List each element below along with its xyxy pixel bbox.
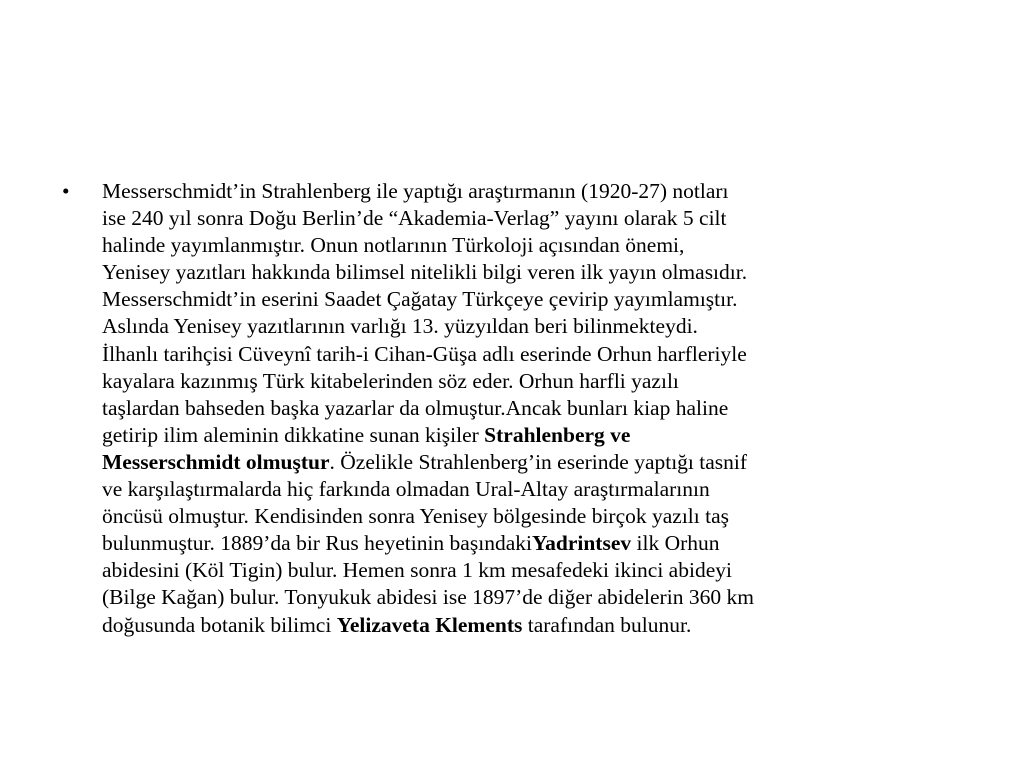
text-line [102, 259, 972, 286]
text-run: kayalara kazınmış Türk kitabelerinden söz eder. Orhun harfli yazılı [102, 368, 679, 393]
bold-name-yadrintsev: Yadrintsev [531, 531, 632, 556]
text-line [102, 178, 972, 205]
paragraph-text [102, 178, 972, 639]
text-run: . Özelikle Strahlenberg’in eserinde yaptığı tasnif [329, 449, 748, 474]
text-run: ise 240 yıl sonra Doğu Berlin’de “Akademia-Verlag” yayını olarak 5 cilt [102, 206, 727, 231]
text-run: Yenisey yazıtları hakkında bilimsel nitelikli bilgi veren ilk yayın olmasıdır. [102, 260, 748, 285]
text-line [102, 313, 972, 340]
text-run: Messerschmidt’in eserini Saadet Çağatay Türkçeye çevirip yayımlamıştır. [102, 287, 738, 312]
bold-name-klements: Yelizaveta Klements [336, 612, 523, 637]
text-run: (Bilge Kağan) bulur. Tonyukuk abidesi ise 1897’de diğer abidelerin 360 km [102, 585, 754, 610]
bullet-paragraph [62, 178, 972, 639]
text-run: İlhanlı tarihçisi Cüveynî tarih-i Cihan-Güşa adlı eserinde Orhun harfleriyle [102, 341, 747, 366]
text-line [102, 557, 972, 584]
text-run: doğusunda botanik bilimci [102, 612, 337, 637]
text-line [102, 476, 972, 503]
text-line [102, 232, 972, 259]
bold-name-strahlenberg: Strahlenberg ve [484, 422, 631, 447]
text-run: taşlardan bahseden başka yazarlar da olmuştur.Ancak bunları kiap haline [102, 395, 729, 420]
text-line [102, 205, 972, 232]
bullet-marker: • [62, 179, 70, 203]
text-run: tarafından bulunur. [522, 612, 692, 637]
text-run: ve karşılaştırmalarda hiç farkında olmadan Ural-Altay araştırmalarının [102, 477, 710, 502]
text-line [102, 449, 972, 476]
bold-name-messerschmidt: Messerschmidt olmuştur [102, 449, 330, 474]
text-line [102, 395, 972, 422]
text-run: ilk Orhun [631, 531, 720, 556]
text-line [102, 368, 972, 395]
text-run: öncüsü olmuştur. Kendisinden sonra Yenisey bölgesinde birçok yazılı taş [102, 504, 730, 529]
text-run: bulunmuştur. 1889’da bir Rus heyetinin başındaki [102, 531, 532, 556]
text-run: abidesini (Köl Tigin) bulur. Hemen sonra 1 km mesafedeki ikinci abideyi [102, 558, 732, 583]
text-line [102, 612, 972, 639]
text-line [102, 286, 972, 313]
text-line [102, 530, 972, 557]
text-run: Messerschmidt’in Strahlenberg ile yaptığı araştırmanın (1920-27) notları [102, 179, 729, 203]
text-run: getirip ilim aleminin dikkatine sunan kişiler [102, 422, 485, 447]
text-run: Aslında Yenisey yazıtlarının varlığı 13. yüzyıldan beri bilinmekteydi. [102, 314, 698, 339]
text-run: halinde yayımlanmıştır. Onun notlarının Türkoloji açısından önemi, [102, 233, 685, 258]
text-line [102, 503, 972, 530]
text-line [102, 341, 972, 368]
text-line [102, 584, 972, 611]
text-line [102, 422, 972, 449]
